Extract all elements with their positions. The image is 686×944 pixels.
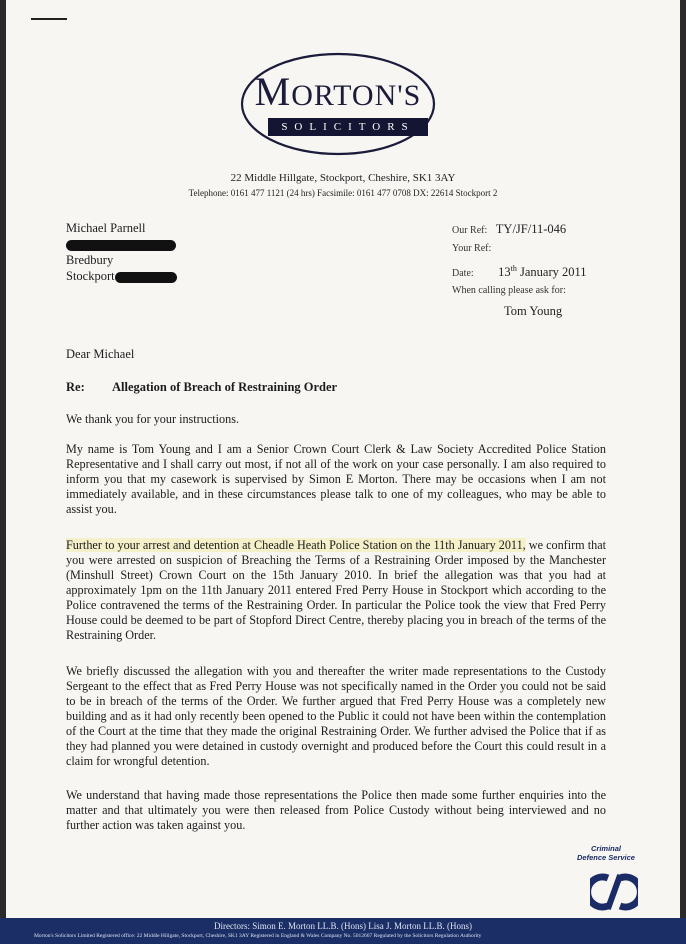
re-label: Re: (66, 380, 85, 394)
logo-wordmark: MORTON'S (254, 69, 422, 114)
date-row (452, 264, 587, 280)
cds-label: Criminal Defence Service (577, 844, 635, 862)
edge-mark (31, 18, 67, 20)
paragraph-5: We understand that having made those representations the Police then made some further enquiries into the matter and that ultimately you were then released from Police Custody without being interviewed and no further action was taken against you. (66, 788, 606, 832)
criminal-defence-service-icon (590, 872, 638, 912)
paragraph-1: We thank you for your instructions. (66, 412, 239, 426)
firm-contact: Telephone: 0161 477 1121 (24 hrs) Facsimile: 0161 477 0708 DX: 22614 Stockport 2 (188, 188, 498, 198)
paragraph-4: We briefly discussed the allegation with you and thereafter the writer made representations to the Custody Sergeant to the effect that as Fred Perry House was not specifically named in the Order you could not be said to be in breach of the terms of the Order. We further argued that Fred Perry House was a completely new building and as it had only recently been opened to the Public it could not have been within the contemplation of the Court at the time that they made the original Restraining Order. We further advised the Police that if as they had planned you were detained in custody overnight and produced before the Court this could result in a claim for wrongful detention. (66, 664, 606, 768)
salutation: Dear Michael (66, 347, 135, 361)
letter-page (6, 0, 680, 944)
subject-line (66, 380, 337, 395)
date-value: 13th January 2011 (498, 264, 587, 280)
mortons-logo (238, 48, 438, 160)
calling-label: When calling please ask for: (452, 285, 566, 296)
your-ref-label: Your Ref: (452, 243, 492, 254)
date-label: Date: (452, 268, 474, 280)
paragraph-3: Further to your arrest and detention at Cheadle Heath Police Station on the 11th January 2011, we confirm that you were arrested on suspicion of Breaching the Terms of a Restraining Order imposed by the Manchester (Minshull Street) Crown Court on the 15th January 2010. In brief the allegation was that you had at approximately 1pm on the 11th January 2011 entered Fred Perry House in Stockport which according to the Police contravened the terms of the Restraining Order. In particular the Police took the view that Fred Perry House could be deemed to be part of Stopford Direct Centre, thereby placing you in breach of the terms of the Restraining Order. (66, 538, 606, 642)
paragraph-2: My name is Tom Young and I am a Senior Crown Court Clerk & Law Society Accredited Police Station Representative and I shall carry out most, if not all of the work on your case personally. I am also required to inform you that my casework is supervised by Simon E Morton. There may be occasions when I am not immediately available, and in these circumstances please talk to one of my colleagues, who may be able to assist you. (66, 442, 606, 516)
our-ref-value: TY/JF/11-046 (495, 222, 567, 236)
redacted-street (66, 240, 176, 251)
footer-bar (0, 918, 686, 944)
footer-registered: Morton's Solicitors Limited Registered office: 22 Middle Hillgate, Stockport, Cheshire, SK1 3AY Registered in England & Wales Company No. 5012667 Regulated by the Solicitors Regulation Authority (34, 933, 482, 939)
re-subject: Allegation of Breach of Restraining Order (112, 380, 338, 394)
recipient-address (66, 220, 177, 284)
our-ref (452, 222, 566, 237)
our-ref-label: Our Ref: (452, 225, 488, 236)
recipient-name: Michael Parnell (66, 221, 146, 235)
recipient-town: Bredbury (66, 253, 114, 267)
logo-subtitle: SOLICITORS (268, 118, 428, 136)
recipient-city: Stockport (66, 269, 115, 283)
contact-name: Tom Young (504, 304, 563, 318)
firm-address: 22 Middle Hillgate, Stockport, Cheshire, SK1 3AY (230, 172, 456, 184)
highlighted-text: Further to your arrest and detention at Cheadle Heath Police Station on the 11th January 2011, (66, 538, 526, 552)
footer-directors: Directors: Simon E. Morton LL.B. (Hons) Lisa J. Morton LL.B. (Hons) (214, 921, 472, 931)
redacted-postcode (115, 272, 177, 283)
